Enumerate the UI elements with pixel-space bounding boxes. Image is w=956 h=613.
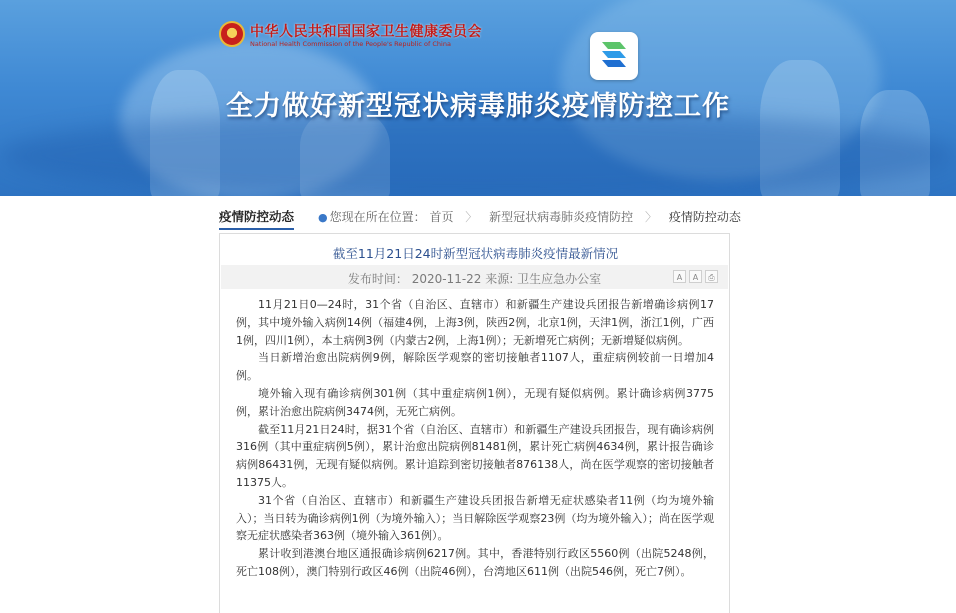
breadcrumb-separator: 〉 [644,210,657,224]
article-paragraph: 累计收到港澳台地区通报确诊病例6217例。其中，香港特别行政区5560例（出院5248例，死亡108例），澳门特别行政区46例（出院46例），台湾地区611例（出院546例，死亡7例）。 [236,547,714,578]
article-panel [219,233,730,613]
article-paragraph: 11月21日0—24时，31个省（自治区、直辖市）和新疆生产建设兵团报告新增确诊病例17例，其中境外输入病例14例（福建4例，上海3例，陕西2例，北京1例，天津1例，浙江1例，广西1例，四川1例），本土病例3例（内蒙古2例，上海1例）；无新增死亡病例；无新增疑似病例。 [236,298,714,347]
org-name-en: National Health Commission of the People's Republic of China [250,40,451,48]
font-size-controls [673,270,718,283]
breadcrumb [318,208,741,225]
article-paragraph: 当日新增治愈出院病例9例，解除医学观察的密切接触者1107人，重症病例较前一日增加4例。 [236,351,714,383]
article-meta-bar [221,265,728,289]
app-logo-glyph [596,38,632,74]
article-body [236,296,714,581]
location-pin-icon: ● [318,211,328,224]
national-emblem-icon [219,21,245,47]
font-large-button[interactable]: A [689,270,702,283]
print-button[interactable]: ⎙ [705,270,718,283]
article-meta: 发布时间： 2020-11-22 来源: 卫生应急办公室 [347,272,602,286]
breadcrumb-home-link[interactable]: 首页 [429,210,454,224]
font-small-button[interactable]: A [673,270,686,283]
article-paragraph: 截至11月21日24时，据31个省（自治区、直辖市）和新疆生产建设兵团报告，现有确诊病例316例（其中重症病例5例），累计治愈出院病例81481例，累计死亡病例4634例，累计报告确诊病例86431例，无现有疑似病例。累计追踪到密切接触者876138人，尚在医学观察的密切接触者11375人。 [236,422,714,489]
breadcrumb-prefix: 您现在所在位置： [329,210,426,224]
app-logo-icon[interactable] [590,32,638,80]
banner-slogan: 全力做好新型冠状病毒肺炎疫情防控工作 [226,91,730,122]
article-paragraph: 31个省（自治区、直辖市）和新疆生产建设兵团报告新增无症状感染者11例（均为境外输入）；当日转为确诊病例1例（为境外输入）；当日解除医学观察23例（均为境外输入）；尚在医学观察无症状感染者363例（境外输入361例）。 [236,493,714,543]
breadcrumb-covid-link[interactable]: 新型冠状病毒肺炎疫情防控 [489,210,634,224]
article-paragraph: 境外输入现有确诊病例301例（其中重症病例1例），无现有疑似病例。累计确诊病例3775例，累计治愈出院病例3474例，无死亡病例。 [236,386,714,418]
section-tab[interactable]: 疫情防控动态 [219,207,294,230]
article-title: 截至11月21日24时新型冠状病毒肺炎疫情最新情况 [332,246,619,261]
org-name-cn[interactable]: 中华人民共和国国家卫生健康委员会 [250,24,482,40]
header-banner [0,0,956,196]
breadcrumb-separator: 〉 [465,210,478,224]
breadcrumb-current-link[interactable]: 疫情防控动态 [668,210,741,224]
